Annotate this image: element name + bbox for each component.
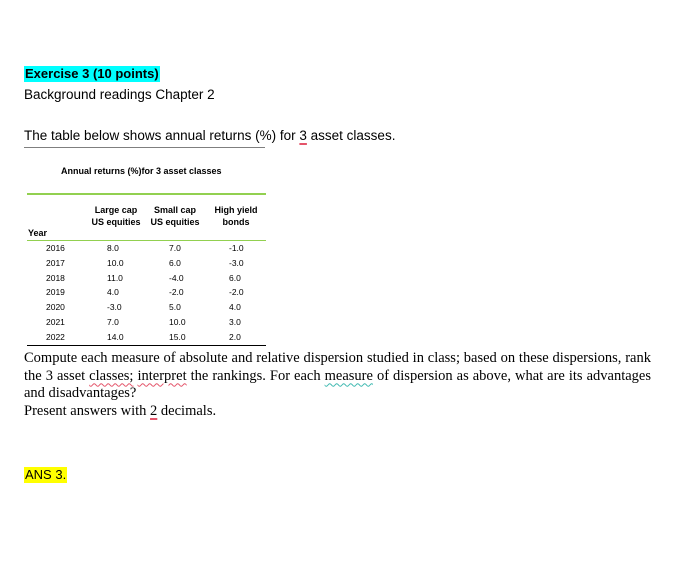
question-interpret: interpret — [137, 367, 187, 384]
col-header-line1: Large cap — [94, 205, 138, 215]
table-year-cell: 2018 — [46, 272, 65, 283]
table-value-cell: 4.0 — [107, 287, 119, 298]
intro-sentence — [24, 128, 395, 144]
present-text-end: decimals. — [157, 402, 217, 419]
col-header-line2: US equities — [150, 217, 200, 227]
year-header: Year — [28, 228, 48, 238]
col-header-line1: Small cap — [153, 205, 197, 215]
question-part: the rankings. For each — [186, 367, 325, 384]
table-value-cell: 6.0 — [169, 257, 181, 268]
present-answers-line — [24, 403, 651, 421]
intro-text-before: The table below shows annual returns (%) for — [24, 128, 300, 143]
intro-count: 3 — [299, 128, 307, 143]
question-text — [24, 350, 651, 420]
table-year-cell: 2017 — [46, 257, 65, 268]
intro-text-after: asset classes. — [306, 128, 396, 143]
col-header-large-cap — [89, 204, 143, 228]
table-value-cell: -2.0 — [169, 287, 184, 298]
table-value-cell: 8.0 — [107, 243, 119, 253]
present-text: Present answers with — [24, 402, 151, 419]
table-value-cell: -4.0 — [169, 272, 184, 283]
table-value-cell: -1.0 — [229, 243, 244, 253]
background-readings: Background readings Chapter 2 — [24, 87, 215, 102]
exercise-title: Exercise 3 (10 points) — [25, 66, 159, 81]
table-value-cell: 2.0 — [229, 331, 241, 342]
table-value-cell: -3.0 — [229, 257, 244, 268]
table-year-cell: 2020 — [46, 302, 65, 313]
col-header-line2: bonds — [222, 217, 250, 227]
table-year-cell: 2021 — [46, 317, 65, 327]
answer-label: ANS 3. — [25, 467, 67, 482]
table-year-cell: 2019 — [46, 287, 65, 298]
table-value-cell: 14.0 — [107, 331, 124, 342]
question-part: of dispersion as above, what are its advantages and disadvantages? — [24, 367, 652, 401]
table-bottom-rule — [27, 345, 266, 346]
table-value-cell: -3.0 — [107, 302, 122, 313]
question-classes: classes; — [89, 367, 134, 384]
table-year-cell: 2016 — [46, 243, 65, 253]
table-value-cell: 11.0 — [107, 272, 123, 283]
table-title: Annual returns (%)for 3 asset classes — [61, 166, 222, 176]
table-value-cell: 15.0 — [169, 331, 186, 342]
question-paragraph — [24, 350, 651, 403]
intro-underline — [24, 147, 265, 148]
table-value-cell: -2.0 — [229, 287, 244, 298]
col-header-small-cap — [147, 204, 203, 228]
decimals-count: 2 — [150, 402, 158, 419]
table-value-cell: 7.0 — [107, 317, 119, 327]
question-part: Compute each measure of absolute and relative dispersion studied in class; based on these dispersions, rank the 3 asset — [24, 350, 651, 384]
col-header-line1: High yield — [214, 205, 258, 215]
table-value-cell: 10.0 — [107, 257, 124, 268]
table-value-cell: 7.0 — [169, 243, 181, 253]
question-measure: measure — [324, 367, 373, 384]
table-value-cell: 10.0 — [169, 317, 186, 327]
col-header-line2: US equities — [91, 217, 141, 227]
table-year-cell: 2022 — [46, 331, 65, 342]
table-header-rule — [27, 240, 266, 241]
table-value-cell: 5.0 — [169, 302, 181, 313]
table-top-rule — [27, 193, 266, 195]
table-value-cell: 6.0 — [229, 272, 241, 283]
table-value-cell: 4.0 — [229, 302, 241, 313]
col-header-high-yield — [208, 204, 264, 228]
table-value-cell: 3.0 — [229, 317, 241, 327]
